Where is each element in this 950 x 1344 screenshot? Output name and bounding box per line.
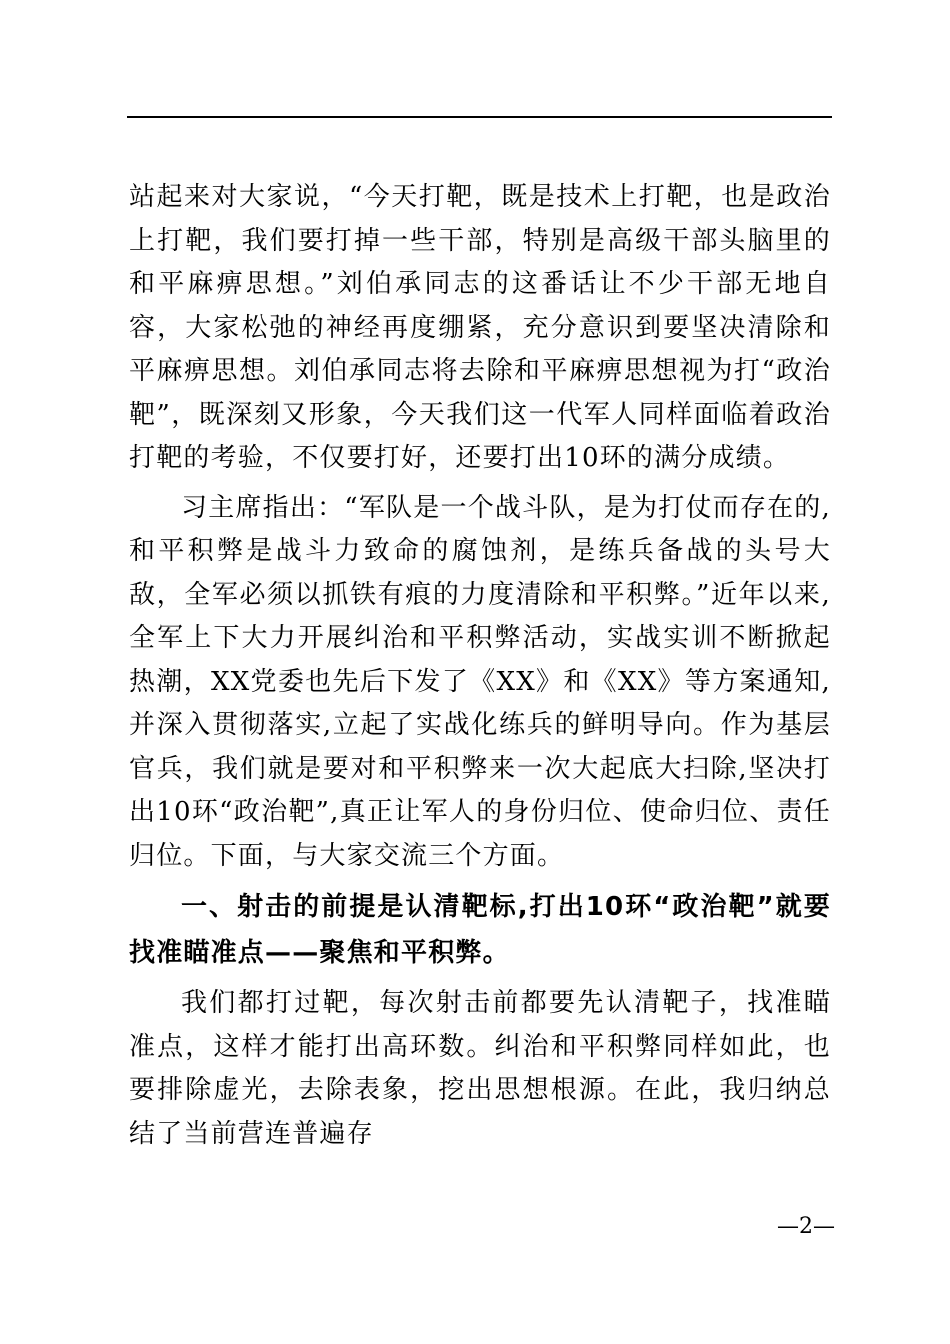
page-number: —2— (777, 1214, 835, 1239)
paragraph-shooting: 我们都打过靶，每次射击前都要先认清靶子，找准瞄准点，这样才能打出高环数。纠治和平积弊同样如此，也要排除虚光，去除表象，挖出思想根源。在此，我归纳总结了当前营连普遍存 (129, 988, 831, 1149)
paragraph-continuation: 站起来对大家说，“今天打靶，既是技术上打靶，也是政治上打靶，我们要打掉一些干部，特别是高级干部头脑里的和平麻痹思想。”刘伯承同志的这番话让不少干部无地自容，大家松弛的神经再度绷紧，充分意识到要坚决清除和平麻痹思想。刘伯承同志将去除和平麻痹思想视为打“政治靶”，既深刻又形象，今天我们这一代军人同样面临着政治打靶的考验，不仅要打好，还要打出10环的满分成绩。 (129, 182, 831, 473)
document-body (129, 176, 831, 1156)
section-heading-1: 一、射击的前提是认清靶标,打出10环“政治靶”就要找准瞄准点——聚焦和平积弊。 (129, 892, 831, 968)
paragraph-quote-xi: 习主席指出：“军队是一个战斗队，是为打仗而存在的,和平积弊是战斗力致命的腐蚀剂，是练兵备战的头号大敌，全军必须以抓铁有痕的力度清除和平积弊。”近年以来,全军上下大力开展纠治和平积弊活动，实战实训不断掀起热潮，XX党委也先后下发了《XX》和《XX》等方案通知,并深入贯彻落实,立起了实战化练兵的鲜明导向。作为基层官兵，我们就是要对和平积弊来一次大起底大扫除,坚决打出10环“政治靶”,真正让军人的身份归位、使命归位、责任归位。下面，与大家交流三个方面。 (129, 492, 831, 871)
header-rule (127, 116, 832, 118)
